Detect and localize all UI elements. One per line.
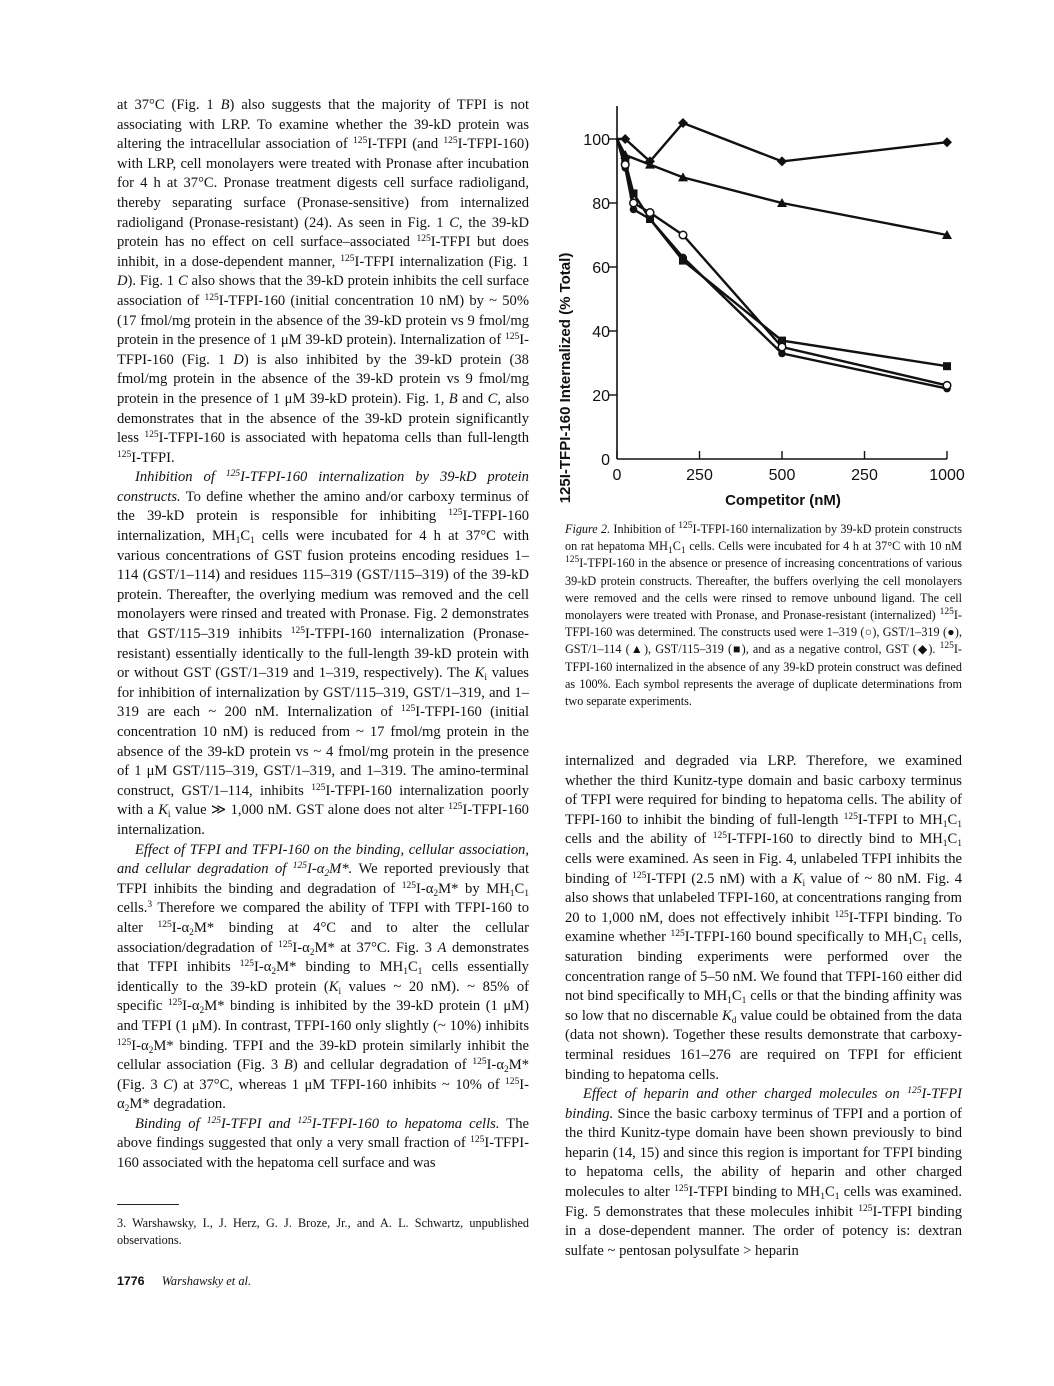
- paragraph: [565, 752, 962, 1085]
- text-run: I-α: [292, 939, 310, 956]
- text-run: ) at 37°C, whereas 1 μM TFPI-160 inhibits ~ 10% of: [172, 1076, 506, 1093]
- subscript: 1: [417, 967, 423, 978]
- subscript: 1: [942, 839, 948, 850]
- text-run: I-TFPI-160 associated with the hepatoma cell surface and was: [117, 1135, 529, 1172]
- text-run: , the 39-kD protein has no effect on cell surface–associated: [117, 214, 529, 251]
- text-run: cells were examined. As seen in Fig. 4, unlabeled TFPI inhibits the binding of: [565, 850, 962, 887]
- text-run: I-TFPI-160 is associated with hepatoma cells than full-length: [158, 430, 529, 447]
- text-run: demonstrates that TFPI inhibits: [117, 939, 529, 976]
- text-run: I-TFPI-160 (Fig. 1: [117, 332, 529, 368]
- text-run: M* (Fig. 3: [117, 1057, 529, 1093]
- superscript: 125: [292, 861, 308, 872]
- diamond-marker: [942, 137, 952, 147]
- text-run: M* binding. TFPI and the 39-kD protein similarly inhibit the cellular association (Fig. 3: [117, 1037, 529, 1074]
- open-circle-marker: [630, 199, 638, 207]
- text-run: I-α: [131, 1037, 149, 1054]
- text-run: and: [457, 390, 488, 407]
- text-run: M*.: [329, 861, 353, 878]
- page-footer: [117, 1274, 251, 1289]
- text-run: I-α: [254, 959, 272, 976]
- text-run: cells. Cells were incubated for 4 h at 37°C with 10 nM: [685, 539, 962, 554]
- text-run: I-TFPI-160 internalization.: [117, 802, 529, 838]
- subscript: 1: [524, 888, 530, 899]
- italic-text: B: [220, 97, 230, 113]
- text-run: I-α: [117, 1076, 529, 1113]
- italic-text: K: [722, 1007, 732, 1024]
- superscript: 125: [157, 919, 172, 930]
- superscript: 125: [472, 1057, 487, 1068]
- text-run: C: [672, 539, 681, 554]
- text-run: I-TFPI and: [220, 1115, 298, 1132]
- text-run: Effect of heparin and other charged molecules on: [583, 1086, 908, 1103]
- figure-2-chart: [550, 96, 970, 516]
- text-run: cells and the ability of: [565, 831, 713, 848]
- text-run: I-TFPI-160 to directly bind to MH: [726, 831, 943, 848]
- italic-text: K: [792, 870, 803, 887]
- text-run: ) is also inhibited by the 39-kD protein (38 fmol/mg protein in the absence of the 39-kD protein vs 9 fmol/mg protein in the presence of 1 μM 39-kD protein). Fig. 1,: [117, 351, 529, 407]
- superscript: 125: [632, 870, 647, 881]
- paragraph: [117, 468, 529, 840]
- x-tick-label: 250: [686, 467, 713, 484]
- subscript: 1: [403, 967, 408, 978]
- text-run: The above findings suggested that only a very small fraction of: [117, 1115, 529, 1152]
- italic-text: D: [117, 273, 128, 290]
- superscript: 125: [117, 1037, 132, 1048]
- x-tick-label: 500: [768, 467, 796, 484]
- text-run: I-TFPI to MH: [857, 811, 943, 828]
- footnote-rule: [117, 1204, 179, 1205]
- section-heading: [135, 1116, 500, 1132]
- italic-text: B: [283, 1057, 293, 1074]
- text-run: C: [240, 528, 251, 545]
- text-run: internalized and degraded via LRP. Therefore, we examined whether the third Kunitz-type domain and basic carboxy terminus of TFPI were required for binding to hepatoma cells. The ability of TFPI-160 to inhibit the binding of full-length: [565, 753, 962, 828]
- diamond-marker: [777, 156, 787, 166]
- text-run: I-TFPI-160 internalization (Pronase-resistant) essentially identically to the full-length 39-kD protein with or without GST (GST/1–319 and 1–319, respectively). The: [117, 626, 530, 682]
- superscript: 125: [470, 1135, 485, 1146]
- text-run: I-TFPI-160 (initial concentration 10 nM) by ~ 50% (17 fmol/mg protein in the absence of the 39-kD protein vs 9 fmol/mg protein in the presence of 1 μM 39-kD protein). Internalization of: [117, 292, 529, 349]
- text-run: I-TFPI-160 internalization, MH: [117, 508, 529, 545]
- subscript: i: [338, 986, 342, 997]
- text-run: cells essentially identically to the 39-kD protein (: [117, 959, 529, 995]
- y-tick-label: 0: [601, 452, 610, 469]
- text-run: To define whether the amino and/or carboxy terminus of the 39-kD protein is responsible for inhibiting: [117, 488, 529, 525]
- italic-text: C: [449, 214, 459, 231]
- superscript: 125: [297, 1115, 312, 1126]
- superscript: 125: [448, 508, 463, 519]
- subscript: 2: [199, 1006, 205, 1017]
- text-run: cells.: [117, 900, 148, 917]
- text-run: Inhibition of: [135, 469, 226, 486]
- text-run: ) also suggests that the majority of TFPI is not associating with LRP. To examine whether the 39-kD protein was altering the intracellular association of: [117, 97, 530, 153]
- superscript: 125: [416, 234, 431, 245]
- chart-series: [617, 118, 952, 392]
- subscript: 1: [922, 937, 928, 948]
- text-run: I-TFPI (and: [367, 136, 444, 153]
- text-run: I-TFPI-160) with LRP, cell monolayers were treated with Pronase after incubation for 4 h at 37°C. Pronase treatment digests cell surface radioligand, thereby separating surface (Pronase-sensitive) from internalized radioligand (Pronase-resistant) (24). As seen in Fig. 1: [117, 136, 529, 231]
- superscript: 125: [505, 1076, 520, 1087]
- text-run: cells were incubated for 4 h at 37°C with various concentrations of GST fusion proteins encoding residues 1–114 (GST/1–114) and residues 115–319 (GST/115–319) of the 39-kD protein. Thereafter, the overlying medium was removed and the cell monolayers were rinsed and treated with Pronase. Fig. 2 demonstrates that GST/115–319 inhibits: [117, 528, 529, 643]
- text-run: Inhibition of: [610, 522, 679, 536]
- text-run: also shows that the 39-kD protein inhibits the cell surface association of: [117, 273, 529, 309]
- open-circle-marker: [621, 161, 629, 169]
- subscript: 2: [324, 869, 330, 880]
- text-run: Effect of TFPI and TFPI-160 on the binding, cellular association, and cellular degradation of: [117, 841, 529, 878]
- figure-caption: [565, 521, 962, 710]
- text-run: I-TFPI.: [131, 449, 175, 466]
- text-run: I-α: [307, 861, 325, 878]
- text-run: C: [912, 929, 923, 946]
- italic-text: C: [163, 1076, 173, 1093]
- y-tick-label: 60: [592, 260, 610, 277]
- text-run: C: [947, 811, 958, 828]
- open-circle-marker: [778, 343, 786, 351]
- open-circle-marker: [679, 231, 687, 239]
- open-circle-marker: [943, 382, 951, 390]
- text-run: I-TFPI-160 was determined. The constructs used were 1–319 (○), GST/1–319 (●), GST/1–114 (▲), GST/115–319 (■), and as a negative control, GST (◆).: [565, 608, 962, 657]
- subscript: 1: [509, 888, 515, 899]
- text-run: C: [731, 988, 742, 1005]
- subscript: 1: [235, 536, 241, 547]
- italic-text: C: [487, 390, 498, 407]
- superscript: 125: [505, 332, 520, 343]
- square-marker: [943, 362, 951, 370]
- text-run: Since the basic carboxy terminus of TFPI and a portion of the third Kunitz-type domain have been shown previously to bind heparin (14, 15) and since this region is important for TFPI binding to hepatoma cells, the ability of heparin and other charged molecules to alter: [565, 1105, 962, 1201]
- footnote: 3. Warshawsky, I., J. Herz, G. J. Broze, Jr., and A. L. Schwartz, unpublished observations.: [117, 1216, 529, 1247]
- text-run: I-TFPI-160 internalization by 39-kD protein constructs on rat hepatoma MH: [565, 522, 963, 554]
- text-run: M* binding at 4°C and to alter the cellular association/degradation of: [117, 919, 529, 956]
- text-run: I-TFPI binding. To examine whether: [565, 909, 962, 946]
- y-tick-label: 20: [592, 388, 610, 405]
- text-run: I-α: [486, 1057, 504, 1074]
- text-run: Therefore we compared the ability of TFPI with TFPI-160 to alter: [117, 900, 529, 936]
- subscript: 2: [309, 947, 315, 958]
- x-tick-label: 250: [851, 467, 878, 484]
- text-run: ). Fig. 1: [127, 273, 178, 290]
- subscript: d: [731, 1015, 737, 1026]
- x-tick-label: 1000: [929, 467, 965, 484]
- text-run: I-TFPI-160 in the absence or presence of increasing concentrations of various 39-kD protein constructs. Thereafter, the buffers overlying the cell monolayers were removed and the cells were rinsed to remove unbound ligand. The cell monolayers were treated with Pronase, and Pronase-resistant (internalized): [565, 556, 962, 623]
- series-line-triangle: [617, 139, 947, 235]
- right-text-column: [565, 752, 962, 1261]
- superscript: 125: [670, 929, 685, 940]
- subscript: i: [802, 878, 806, 889]
- italic-text: K: [328, 978, 339, 995]
- subscript: 1: [907, 937, 913, 948]
- subscript: 2: [433, 888, 439, 899]
- subscript: 1: [727, 996, 732, 1007]
- text-run: value of ~ 80 nM. Fig. 4 also shows that unlabeled TFPI-160, at concentrations ranging from 20 to 1,000 nM, does not effectively inhibit: [565, 870, 962, 926]
- subscript: 1: [957, 819, 962, 830]
- superscript: 125: [712, 831, 727, 842]
- subscript: 2: [189, 927, 194, 938]
- subscript: 1: [680, 546, 686, 557]
- text-run: I-α: [182, 998, 200, 1015]
- superscript: 125: [144, 430, 159, 441]
- italic-text: B: [448, 390, 458, 407]
- text-run: I-TFPI-160 bound specifically to MH: [684, 929, 908, 946]
- text-run: value ≫ 1,000 nM. GST alone does not alter: [170, 802, 449, 819]
- superscript: 125: [353, 136, 368, 147]
- superscript: 125: [340, 253, 355, 264]
- superscript: 125: [565, 555, 580, 566]
- subscript: 1: [942, 819, 948, 830]
- left-text-column: [117, 96, 529, 1174]
- subscript: 2: [503, 1065, 509, 1076]
- series-line-square: [617, 139, 947, 366]
- text-run: Binding of: [135, 1115, 207, 1132]
- superscript: 125: [401, 880, 416, 891]
- text-run: cells, saturation binding experiments were performed over the concentration range of 5–50 nM. We found that TFPI-160 either did not bind specifically to MH: [565, 929, 962, 1005]
- superscript: 125: [843, 811, 858, 822]
- text-run: M* binding is inhibited by the 39-kD protein (1 μM) and TFPI (1 μM). In contrast, TFPI-160 only slightly (~ 10%) inhibits: [117, 998, 530, 1034]
- x-axis-label: Competitor (nM): [725, 492, 841, 509]
- text-run: I-TFPI-160 internalization by 39-kD protein constructs.: [117, 469, 529, 505]
- paragraph: [117, 1115, 529, 1174]
- superscript: 125: [117, 449, 132, 460]
- superscript: 125: [278, 939, 293, 950]
- text-run: values for inhibition of internalization by GST/115–319, GST/1–319, and 1–319 are each ~ 200 nM. Internalization of: [117, 665, 529, 721]
- text-run: I-TFPI-160 to hepatoma cells.: [311, 1115, 500, 1132]
- subscript: i: [167, 810, 171, 821]
- superscript: 125: [239, 959, 254, 970]
- text-run: I-α: [171, 919, 190, 936]
- text-run: I-TFPI but does inhibit, in a dose-dependent manner,: [117, 234, 529, 270]
- x-tick-label: 0: [612, 467, 622, 484]
- paragraph: [565, 1085, 962, 1261]
- y-tick-label: 80: [592, 196, 610, 213]
- superscript: 125: [225, 469, 241, 480]
- text-run: C: [947, 831, 958, 848]
- paragraph: [117, 96, 529, 468]
- subscript: 1: [957, 839, 962, 850]
- text-run: I-TFPI-160 internalized in the absence of any 39-kD protein construct was defined as 100%. Each symbol represents the average of duplicate determinations from two separate experiments.: [565, 642, 962, 709]
- text-run: , also demonstrates that in the absence of the 39-kD protein significantly less: [117, 390, 529, 447]
- page-number: 1776: [117, 1274, 145, 1288]
- text-run: values ~ 20 nM). ~ 85% of specific: [117, 978, 529, 1015]
- running-author: Warshawsky et al.: [161, 1274, 252, 1288]
- superscript: 125: [167, 998, 183, 1009]
- subscript: 1: [834, 1192, 840, 1203]
- superscript: 125: [290, 626, 306, 637]
- superscript: 125: [678, 521, 693, 531]
- italic-text: K: [474, 665, 485, 682]
- text-run: I-TFPI internalization (Fig. 1: [354, 253, 530, 270]
- text-run: I-TFPI binding in a dose-dependent manner. The order of potency is: dextran sulfate ~ pentosan polysulfate > heparin: [565, 1203, 962, 1259]
- superscript: 125: [448, 802, 463, 813]
- text-run: I-TFPI binding to MH: [688, 1184, 821, 1201]
- italic-text: Figure 2.: [565, 522, 611, 536]
- italic-text: A: [437, 939, 447, 956]
- subscript: i: [484, 673, 487, 684]
- text-run: ) and cellular degradation of: [292, 1057, 473, 1074]
- superscript: 125: [674, 1184, 689, 1195]
- filled-circle-marker: [679, 254, 687, 262]
- superscript: 125: [939, 641, 954, 652]
- text-run: M* binding to MH: [276, 959, 404, 976]
- superscript: 125: [939, 607, 954, 618]
- text-run: I-TFPI (2.5 nM) with a: [646, 870, 793, 887]
- y-axis-label: 125I-TFPI-160 Internalized (% Total): [557, 252, 574, 504]
- y-tick-label: 100: [583, 132, 610, 149]
- text-run: I-TFPI-160 (initial concentration 10 nM) is reduced from ~ 17 fmol/mg protein in the absence of the 39-kD protein vs ~ 4 fmol/mg protein in the presence of 1 μM GST/115–319, GST/1–319, and 1–319. The amino-terminal construct, GST/1–114, inhibits: [117, 704, 529, 799]
- paragraph: [117, 841, 529, 1115]
- italic-text: C: [177, 273, 188, 290]
- superscript: 125: [311, 782, 326, 793]
- text-run: C: [825, 1184, 835, 1201]
- italic-text: D: [233, 351, 244, 368]
- subscript: 1: [667, 546, 673, 557]
- text-run: I-TFPI-160 internalization poorly with a: [117, 782, 529, 819]
- superscript: 3: [147, 900, 153, 911]
- superscript: 125: [834, 909, 849, 920]
- chart-axes: [583, 106, 965, 484]
- text-run: I-TFPI binding.: [565, 1086, 962, 1122]
- text-run: cells or that the binding affinity was so low that no discernable: [565, 988, 962, 1024]
- subscript: 2: [271, 967, 277, 978]
- text-run: I-α: [416, 880, 434, 897]
- y-tick-label: 40: [592, 324, 610, 341]
- text-run: We reported previously that TFPI inhibits the binding and degradation of: [117, 861, 530, 897]
- subscript: 1: [250, 536, 255, 547]
- subscript: 1: [741, 996, 747, 1007]
- open-circle-marker: [646, 209, 654, 217]
- text-run: at 37°C (Fig. 1: [117, 97, 221, 113]
- text-run: M* at 37°C. Fig. 3: [314, 939, 438, 956]
- text-run: C: [407, 959, 418, 976]
- text-run: C: [514, 880, 525, 897]
- superscript: 125: [204, 292, 219, 303]
- superscript: 125: [401, 704, 416, 715]
- text-run: M* by MH: [438, 880, 510, 897]
- superscript: 125: [206, 1115, 221, 1126]
- text-run: value could be obtained from the data (data not shown). Together these results demonstrate that carboxy-terminal residues 161–276 are required on TFPI for efficient binding to hepatoma cells.: [565, 1007, 962, 1083]
- text-run: cells was examined. Fig. 5 demonstrates that these molecules inhibit: [565, 1184, 963, 1220]
- subscript: 2: [124, 1104, 130, 1115]
- superscript: 125: [907, 1086, 922, 1097]
- subscript: 1: [820, 1192, 826, 1203]
- text-run: M* degradation.: [129, 1096, 226, 1113]
- italic-text: K: [158, 802, 168, 819]
- superscript: 125: [858, 1203, 873, 1214]
- series-line-diamond: [617, 123, 947, 161]
- subscript: 2: [148, 1045, 154, 1056]
- superscript: 125: [443, 136, 458, 147]
